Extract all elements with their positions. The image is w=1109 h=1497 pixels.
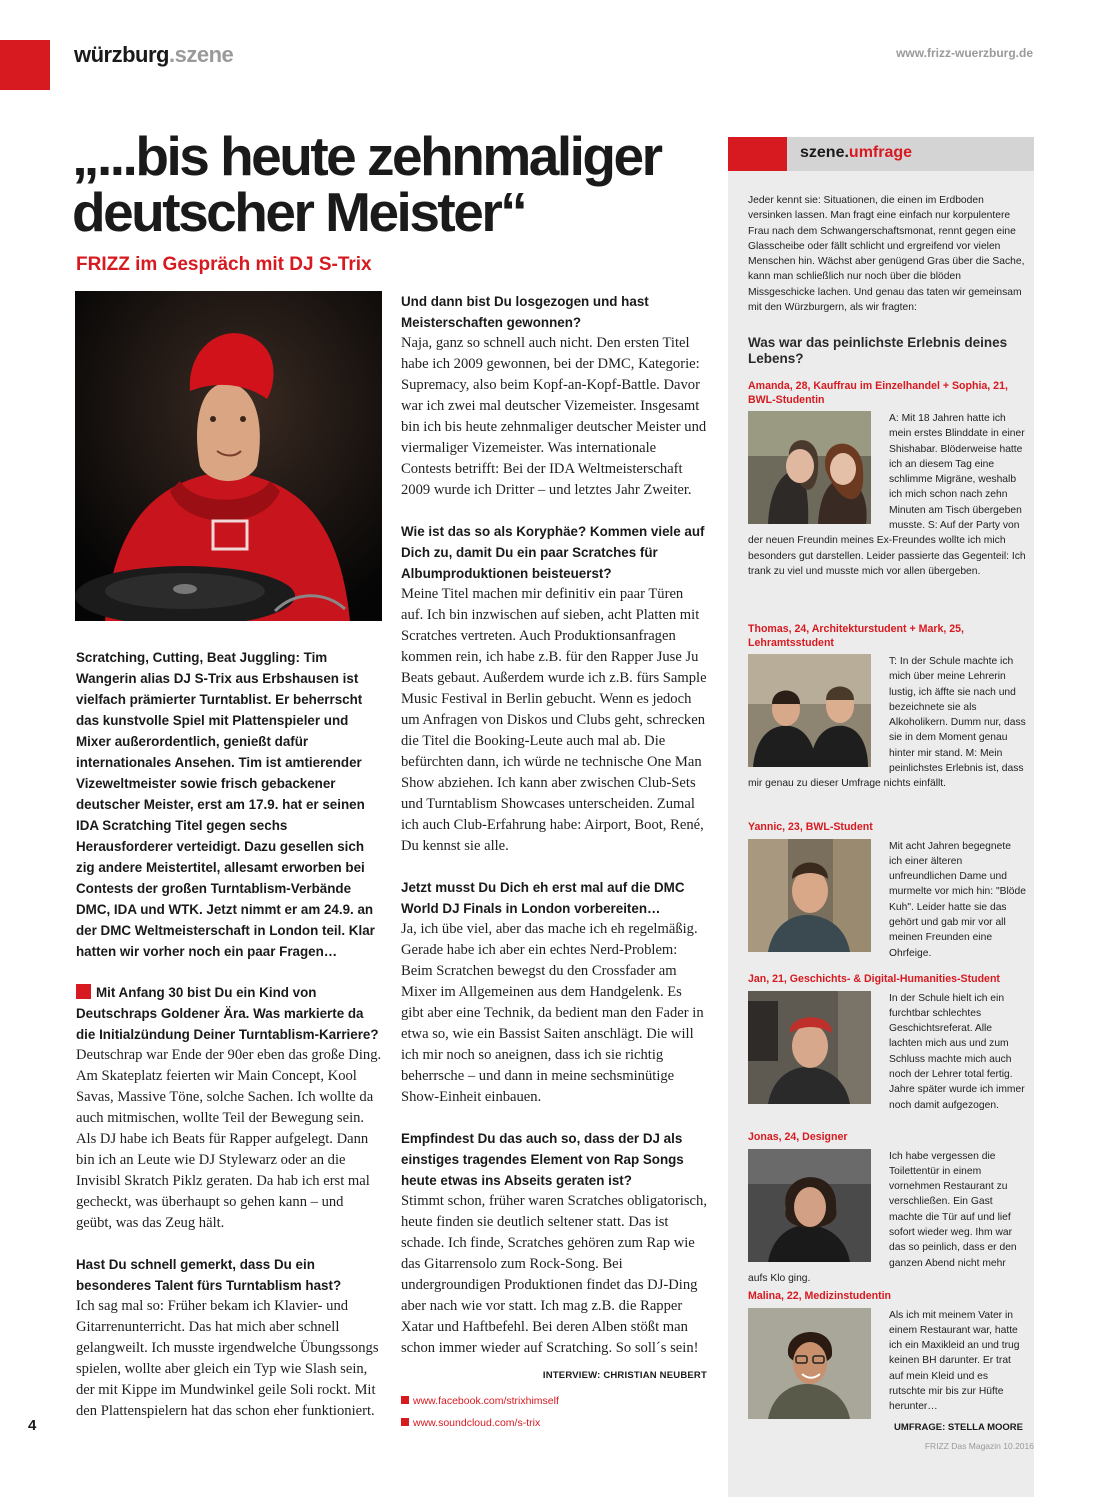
respondent-answer: Als ich mit meinem Vater in einem Restaurant war, hatte ich ein Maxikleid an und trug keinen BH darunter. Er trat auf mein Kleid und es rutschte mir bis zur Hüfte herunter… [889, 1309, 1020, 1413]
survey-credit: UMFRAGE: STELLA MOORE [894, 1422, 1023, 1433]
sidebar-red-block [728, 137, 787, 171]
respondent-photo [748, 839, 871, 952]
respondent-answer: Mit acht Jahren begegnete ich einer älteren unfreundlichen Dame und murmelte vor mich hin: "Blöde Kuh". Leider hatte sie das gehört und gab mir vor all meinen Freunden eine Ohrfeige. [889, 840, 1026, 959]
respondent-photo [748, 991, 871, 1104]
respondent-answer: Ich habe vergessen die Toilettentür in einem vornehmen Restaurant zu verschließen. Ein Gast machte die Tür auf und lief sofort wieder weg. Ihm war das so peinlich, dass er den ganzen Abend nicht mehr aufs Klo ging. [748, 1150, 1017, 1284]
answer-5: Ja, ich übe viel, aber das mache ich eh regelmäßig. Gerade habe ich aber ein echtes Nerd-Problem: Beim Scratchen bewegst du den Crossfader am Mixer im Allgemeinen aus dem Handgelenk. Es gibt aber eine Technik, da bedient man den Fader in etwa so, wie ein Bassist Saiten anschlägt. Die will ich mir noch so aneignen, dass ich sie richtig beherrsche – und dann in meine sechsminütige Show-Einheit einbauen. [401, 921, 704, 1105]
respondent-name: Yannic, 23, BWL-Student [748, 821, 873, 833]
respondent-name: Thomas, 24, Architekturstudent + Mark, 25, Lehramtsstudent [748, 623, 964, 649]
respondent-name: Amanda, 28, Kauffrau im Einzelhandel + Sophia, 21, BWL-Studentin [748, 380, 1008, 406]
question-3: Und dann bist Du losgezogen und hast Meisterschaften gewonnen? [401, 294, 649, 330]
soundcloud-link-text[interactable]: www.soundcloud.com/s-trix [413, 1417, 541, 1429]
question-1-text: Mit Anfang 30 bist Du ein Kind von Deutschraps Goldener Ära. Was markierte da die Initialzündung Deiner Turntablism-Karriere? [76, 985, 379, 1042]
survey-entry [748, 1290, 1026, 1422]
survey-question: Was war das peinlichste Erlebnis deines Lebens? [748, 335, 1008, 366]
section-label [74, 42, 233, 68]
survey-entry [748, 623, 1026, 792]
answer-3: Naja, ganz so schnell auch nicht. Den ersten Titel habe ich 2009 gewonnen, bei der DMC, Kategorie: Supremacy, also beim Kopf-an-Kopf-Battle. Davor war ich zwei mal deutscher Vizemeister. Insgesamt bin ich bis heute zehnmaliger deutscher Meister und viermaliger Vizemeister. Was internationale Contests betrifft: Bei der IDA Weltmeisterschaft 2009 wurde ich Dritter – und letztes Jahr Zweiter. [401, 335, 707, 498]
answer-6: Stimmt schon, früher waren Scratches obligatorisch, heute finden sie deutlich seltener statt. Das ist schade. Ich finde, Scratches gehören zum Rap wie das Gitarrensolo zum Rock-Song. Bei undergroundigen Produktionen findet das DJ-Ding aber nach wie vor statt. Ich mag z.B. die Rapper Xatar und Haftbefehl. Bei deren Alben stößt man schon immer wieder auf Scratching. So soll´s sein! [401, 1193, 707, 1356]
survey-intro: Jeder kennt sie: Situationen, die einen im Erdboden versinken lassen. Man fragt eine einfach nur korpulentere Frau nach dem Schwangerschaftsmonat, rennt gegen eine Glasscheibe oder fällt schlicht und ergreifend vor vielen Menschen hin. Wächst aber genügend Gras über die Sache, kann man schließlich nur noch über die blöden Missgeschicke lachen. Und genau das taten wir gemeinsam mit den Würzburgern, als wir fragten: [748, 195, 1025, 314]
question-6: Empfindest Du das auch so, dass der DJ als einstiges tragendes Element von Rap Songs heute etwas ins Abseits geraten ist? [401, 1131, 684, 1188]
respondent-answer: A: Mit 18 Jahren hatte ich mein erstes Blinddate in einer Shishabar. Blöderweise hatte ich an diesem Tag eine schlimme Migräne, weshalb ich mich schon nach zehn Minuten am Tisch übergeben musste. S: Auf der Party von der neuen Freundin meines Ex-Freundes wollte ich mich besonders gut darstellen. Leider passierte das Gegenteil: Ich trank zu viel und musste mich vor allen übergeben. [748, 413, 1026, 577]
facebook-link-text[interactable]: www.facebook.com/strixhimself [413, 1395, 559, 1407]
respondent-photo [748, 654, 871, 767]
respondent-photo [748, 1149, 871, 1262]
sidebar-title [800, 144, 912, 162]
survey-entry [748, 1131, 1026, 1286]
article-lead: Scratching, Cutting, Beat Juggling: Tim Wangerin alias DJ S-Trix aus Erbshausen ist vielfach prämierter Turntablist. Er beherrscht das kunstvolle Spiel mit Plattenspieler und Mixer außerordentlich, genießt dafür internationales Ansehen. Tim ist amtierender Vizeweltmeister sowie frisch gebackener deutscher Meister, erst am 17.9. hat er seinen IDA Scratching Titel gegen sechs Herausforderer verteidigt. Dazu gesellen sich zig andere Meistertitel, allesamt erworben bei Contests der großen Turntablism-Verbände DMC, IDA und WTK. Jetzt nimmt er am 24.9. an der DMC Weltmeisterschaft in London teil. Klar hatten wir vorher noch ein paar Fragen… [76, 650, 375, 959]
section-sub: .szene [169, 42, 234, 67]
link-bullet-icon [401, 1396, 409, 1404]
answer-2: Ich sag mal so: Früher bekam ich Klavier- und Gitarrenunterricht. Das hat mich aber schnell gelangweilt. Ich musste irgendwelche Übungssongs spielen, wollte aber gleich ein Typ wie Slash sein, der mit Kippe im Mundwinkel geile Soli rockt. Mit den Plattenspielern hat das schon eher funktioniert. [76, 1298, 379, 1419]
respondent-answer: In der Schule hielt ich ein furchtbar schlechtes Geschichtsreferat. Alle lachten mich aus und zum Schluss machte mich auch noch der Lehrer total fertig. Jahre später wurde ich immer noch damit aufgezogen. [889, 992, 1025, 1111]
respondent-photo [748, 1308, 871, 1419]
survey-entry [748, 821, 1026, 961]
article-subtitle: FRIZZ im Gespräch mit DJ S-Trix [76, 254, 372, 275]
survey-sidebar [728, 137, 1034, 1497]
sidebar-header [728, 137, 1034, 171]
answer-4: Meine Titel machen mir definitiv ein paar Türen auf. Ich bin inzwischen auf sieben, acht Platten mit Scratches vertreten. Auch Produktionsanfragen kommen rein, ich habe z.B. für den Rapper Juse Ju Beats gebaut. Außerdem wurde ich z.B. fürs Sample Music Festival in Berlin gebucht. Wenn es jedoch um Anfragen von Diskos und Clubs geht, schrecken die Titel die Booking-Leute auch mal ab. Die befürchten dann, ich würde ne technische One Man Show abziehen. Ich kann aber zwischen Club-Sets und Turntablism Showcases unterscheiden. Zumal ich auch Club-Erfahrung habe: Airport, Boot, René, Du kennst sie alle. [401, 586, 707, 854]
respondent-name: Jan, 21, Geschichts- & Digital-Humanities-Student [748, 973, 1000, 985]
question-2: Hast Du schnell gemerkt, dass Du ein besonderes Talent fürs Turntablism hast? [76, 1257, 342, 1293]
respondent-name: Jonas, 24, Designer [748, 1131, 848, 1143]
question-4: Wie ist das so als Koryphäe? Kommen viele auf Dich zu, damit Du ein paar Scratches für Albumproduktionen beisteuerst? [401, 524, 705, 581]
link-bullet-icon [401, 1418, 409, 1426]
article-column-1 [76, 647, 382, 1442]
dj-portrait-photo [75, 291, 382, 621]
facebook-link[interactable] [401, 1394, 707, 1408]
survey-entry [748, 380, 1026, 579]
respondent-name: Malina, 22, Medizinstudentin [748, 1290, 892, 1302]
soundcloud-link[interactable] [401, 1416, 707, 1430]
answer-1: Deutschrap war Ende der 90er eben das große Ding. Am Skateplatz feierten wir Main Concept, Kool Savas, Massive Töne, solche Sachen. Ich wollte da auch mitmischen, wollte Teil der Bewegung sein. Als DJ habe ich Beats für Rapper aufgelegt. Dann bin ich an Leute wie DJ Stylewarz oder an die Invisibl Skratch Piklz geraten. Da hab ich erst mal gecheckt, was überhaupt so gehen kann – und geübt, was das Zeug hält. [76, 1047, 382, 1231]
interview-credit: INTERVIEW: CHRISTIAN NEUBERT [542, 1370, 707, 1381]
question-5: Jetzt musst Du Dich eh erst mal auf die DMC World DJ Finals in London vorbereiten… [401, 880, 685, 916]
magazine-issue: FRIZZ Das Magazin 10.2016 [924, 1441, 1034, 1451]
site-url[interactable]: www.frizz-wuerzburg.de [896, 46, 1033, 60]
corner-red-square [0, 40, 50, 90]
survey-entry [748, 973, 1026, 1113]
article-title: „...bis heute zehnmaliger deutscher Meister“ [72, 125, 661, 243]
section-main: würzburg [74, 42, 169, 67]
article-column-2 [401, 291, 707, 1430]
sidebar-title-sub: umfrage [848, 144, 913, 161]
sidebar-title-main: szene. [800, 144, 849, 161]
red-bullet-icon [76, 984, 91, 999]
respondent-answer: T: In der Schule machte ich mich über meine Lehrerin lustig, ich äffte sie nach und bezeichnete sie als Alkoholikern. Dumm nur, dass sie in dem Moment genau hinter mir stand. M: Mein peinlichstes Erlebnis ist, dass mir genau zu dieser Umfrage nichts einfällt. [748, 656, 1026, 790]
page-number: 4 [28, 1417, 37, 1434]
question-1 [76, 982, 382, 1045]
respondent-photo [748, 411, 871, 524]
